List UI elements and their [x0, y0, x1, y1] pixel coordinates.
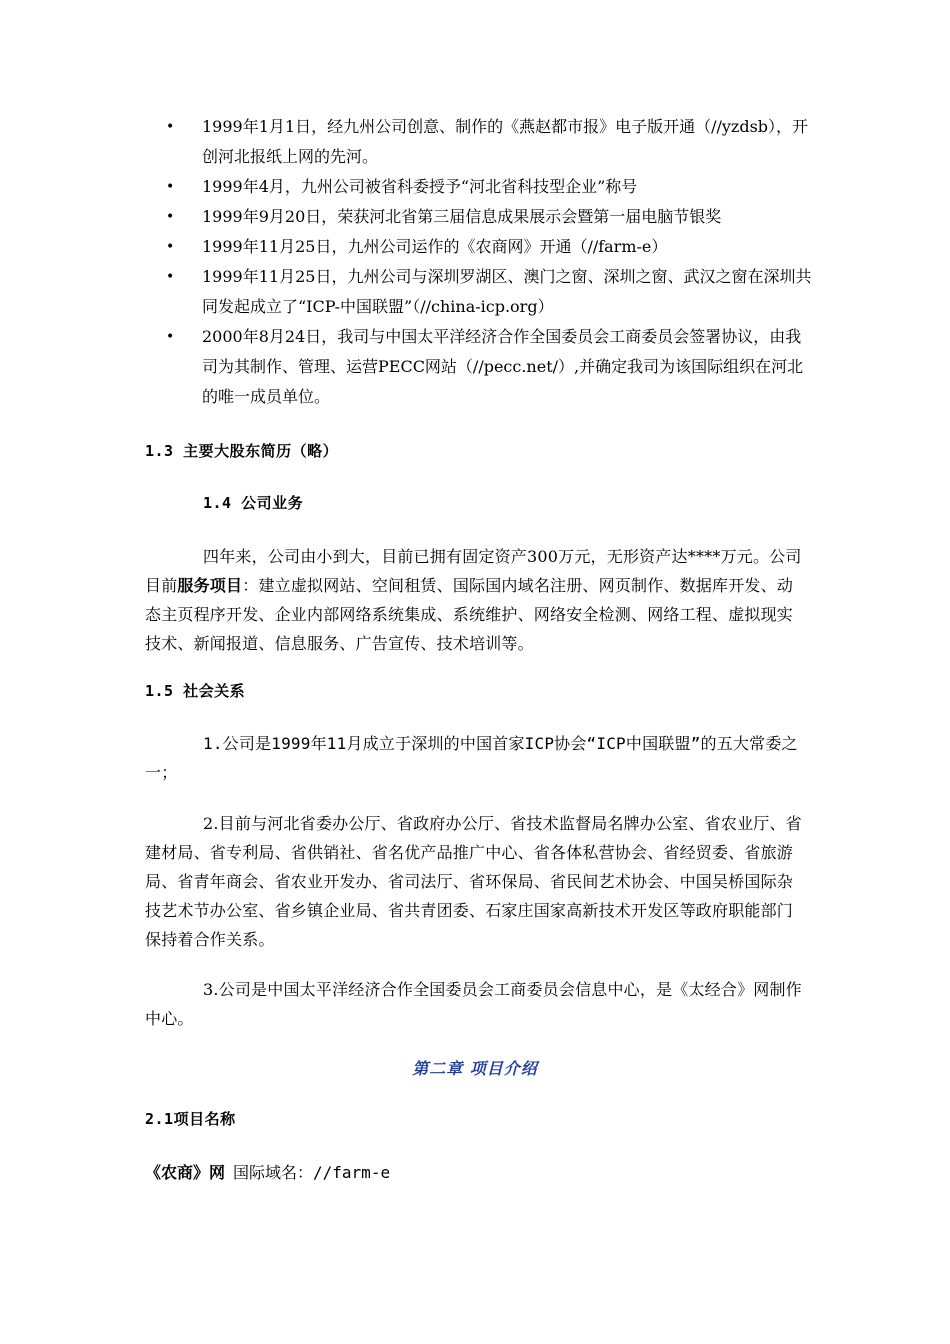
list-item-text: 1999年9月20日，荣获河北省第三届信息成果展示会暨第一届电脑节银奖 [202, 207, 722, 226]
section-heading-1-4: 1.4 公司业务 [203, 494, 304, 512]
relations-paragraph-2: 2.目前与河北省委办公厅、省政府办公厅、省技术监督局名牌办公室、省农业厅、省建材局、省专利局、省供销社、省名优产品推广中心、省各体私营协会、省经贸委、省旅游局、省青年商会、省农业开发办、省司法厅、省环保局、省民间艺术协会、中国吴桥国际杂技艺术节办公室、省乡镇企业局、省共青团委、石家庄国家高新技术开发区等政府职能部门保持着合作关系。 [145, 814, 802, 949]
service-items-label: 服务项目 [177, 576, 243, 595]
relations-paragraph-3: 3.公司是中国太平洋经济合作全国委员会工商委员会信息中心，是《太经合》网制作中心。 [145, 980, 802, 1028]
bullet-dot-icon: • [166, 179, 175, 195]
business-text-lead: 四年来，公司由小到大，目前已拥有固定资产300万元，无形资产达****万元。公司目前 [145, 547, 802, 595]
project-domain-line [145, 1160, 390, 1183]
bullet-dot-icon: • [166, 329, 175, 345]
project-brand: 《农商》网 [145, 1163, 226, 1182]
bullet-dot-icon: • [166, 119, 175, 135]
list-item-text: 2000年8月24日，我司与中国太平洋经济合作全国委员会工商委员会签署协议，由我司为其制作、管理、运营PECC网站（//pecc.net/）,并确定我司为该国际组织在河北的唯一成员单位。 [202, 327, 804, 406]
section-heading-1-5: 1.5 社会关系 [145, 682, 246, 700]
list-item [0, 322, 812, 412]
business-paragraph [145, 542, 807, 658]
bullet-dot-icon: • [166, 209, 175, 225]
list-item [0, 232, 812, 262]
relations-paragraph-1: 1.公司是1999年11月成立于深圳的中国首家ICP协会“ICP中国联盟”的五大常委之一； [145, 734, 798, 782]
section-heading-1-3: 1.3 主要大股东简历（略） [145, 442, 339, 460]
list-item-text: 1999年1月1日，经九州公司创意、制作的《燕赵都市报》电子版开通（//yzdsb），开创河北报纸上网的先河。 [202, 117, 809, 166]
list-item [0, 262, 812, 322]
list-item [0, 172, 812, 202]
business-text-services: ：建立虚拟网站、空间租赁、国际国内域名注册、网页制作、数据库开发、动态主页程序开发、企业内部网络系统集成、系统维护、网络安全检测、网络工程、虚拟现实技术、新闻报道、信息服务、广告宣传、技术培训等。 [145, 576, 794, 653]
bullet-dot-icon: • [166, 239, 175, 255]
bullet-dot-icon: • [166, 269, 175, 285]
list-item-text: 1999年11月25日，九州公司运作的《农商网》开通（//farm-e） [202, 237, 668, 256]
list-item [0, 202, 812, 232]
list-item-text: 1999年11月25日，九州公司与深圳罗湖区、澳门之窗、深圳之窗、武汉之窗在深圳共同发起成立了“ICP-中国联盟”（//china-icp.org） [202, 267, 812, 316]
domain-label: 国际域名：//farm-e [233, 1163, 391, 1182]
chapter-title: 第二章 项目介绍 [412, 1059, 538, 1078]
list-item-text: 1999年4月，九州公司被省科委授予“河北省科技型企业”称号 [202, 177, 638, 196]
section-heading-2-1: 2.1项目名称 [145, 1110, 236, 1128]
list-item [0, 112, 812, 172]
history-bullet-list [0, 112, 950, 412]
